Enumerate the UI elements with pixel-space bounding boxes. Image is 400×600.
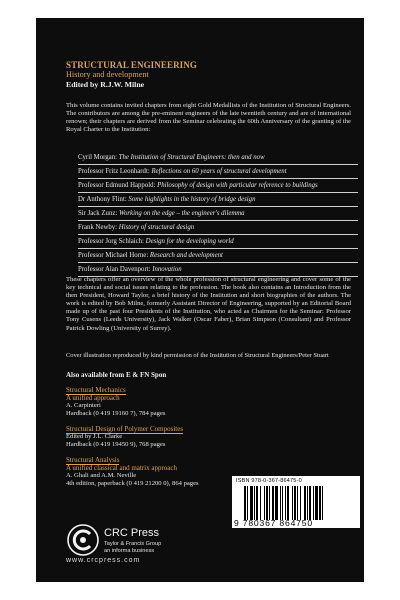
barcode-bar: [285, 486, 286, 520]
related-book-author: A. Ghali and A.M. Neville: [66, 472, 137, 480]
publisher-group: Taylor & Francis Group: [104, 541, 162, 547]
related-book-author: Edited by J.L. Clarke: [66, 433, 123, 441]
related-book-title: Structural Design of Polymer Composites: [66, 425, 184, 433]
publisher-website: www.crcpress.com: [66, 557, 141, 564]
related-book-edition: Hardback (0 419 19450 9), 768 pages: [66, 441, 166, 448]
barcode-bar: [266, 486, 268, 520]
contributor-item: Professor Edmund Happold: Philosophy of design with particular reference to buildings: [78, 179, 358, 193]
publisher-name: CRC Press: [104, 527, 160, 539]
related-book-subtitle: A unified classical and matrix approach: [66, 464, 177, 472]
description-paragraph: These chapters offer an overview of the whole profession of structural engineering and cover some of the key technical and social issues relating to the profession. The book also contains an Introduction from the then President, Howard Taylor, a brief history of the Institution and short biographies of the authors. The work is edited by Bob Milne, formerly Assistant Director of Engineering, supported by an Editorial Board made up of the past four Presidents of the Institution, who acted as Chairmen for the Seminar: Professor Tony Cusens (Leeds University), Jack Walker (Oscar Faber), Brian Simpson (Consultant) and Professor Patrick Dowling (University of Surrey).: [66, 276, 351, 332]
barcode-bar: [264, 486, 265, 520]
contributor-list: [78, 151, 358, 277]
title-block: [66, 60, 356, 89]
barcode-bar: [292, 486, 293, 520]
barcode-bar: [287, 486, 289, 520]
barcode-bar: [247, 486, 248, 520]
cover-credit: Cover illustration reproduced by kind permission of the Institution of Structural Engineers/Peter Stuart: [66, 352, 329, 359]
book-editor: Edited by R.J.W. Milne: [66, 79, 145, 89]
contributor-item: Sir Jack Zunz: Working on the edge – the engineer's dilemma: [78, 207, 358, 221]
barcode-bar: [297, 486, 298, 520]
related-book-subtitle: A unified approach: [66, 394, 120, 403]
back-cover: [36, 18, 364, 582]
contributor-item: Dr Anthony Flint: Some highlights in the history of bridge design: [78, 193, 358, 207]
intro-paragraph: This volume contains invited chapters from eight Gold Medallists of the Institution of Structural Engineers. The contributors are among the pre-eminent engineers of the late twentieth century and are of international renown; their chapters are derived from the Seminar celebrating the 60th Anniversary of the granting of the Royal Charter to the Institution:: [66, 102, 351, 134]
barcode-bar: [300, 486, 301, 520]
barcode-bar: [307, 486, 308, 520]
related-book-title: Structural Analysis: [66, 455, 120, 464]
book-subtitle: History and development: [66, 70, 149, 79]
barcode-bar: [254, 486, 255, 520]
barcode-bar: [304, 486, 306, 520]
barcode-bar: [272, 486, 274, 520]
contributor-item: Professor Michael Horne: Research and development: [78, 249, 358, 263]
also-available-heading: Also available from E & FN Spon: [66, 371, 167, 379]
barcode-bar: [280, 486, 281, 520]
contributor-item: Professor Fritz Leonhardt: Reflections on 60 years of structural development: [78, 165, 358, 179]
barcode-bar: [319, 486, 321, 520]
contributor-item: Cyril Morgan: The Institution of Structural Engineers: then and now: [78, 151, 358, 165]
related-book-author: A. Carpinteri: [66, 402, 101, 410]
crc-logo-icon: [66, 523, 100, 557]
barcode-number: 9 780367 864750: [234, 518, 313, 528]
barcode-bar: [294, 486, 296, 520]
barcode-bar: [256, 486, 258, 520]
barcode-bar: [275, 486, 278, 520]
barcode-bar: [260, 486, 261, 520]
related-book-title: Structural Mechanics: [66, 386, 126, 394]
barcode-bar: [244, 486, 246, 520]
barcode-bar: [313, 486, 314, 520]
contributor-item: Professor Alan Davenport: Innovation: [78, 263, 358, 277]
book-title: STRUCTURAL ENGINEERING: [66, 60, 197, 70]
contributor-item: Professor Jorg Schlaich: Design for the developing world: [78, 235, 358, 249]
publisher-tagline: an informa business: [104, 548, 155, 554]
barcode-box: [232, 476, 360, 528]
barcode-bar: [315, 486, 318, 520]
publisher-block: [66, 523, 186, 559]
related-book-edition: 4th edition, paperback (0 419 21200 0), 864 pages: [66, 480, 199, 487]
barcode-graphic: [244, 486, 354, 520]
barcode-bar: [309, 486, 311, 520]
related-book: [66, 386, 266, 418]
contributor-item: Frank Newby: History of structural design: [78, 221, 358, 235]
barcode-bar: [269, 486, 270, 520]
barcode-bar: [322, 486, 323, 520]
related-book-edition: Hardback (0 419 19160 7), 784 pages: [66, 410, 166, 418]
barcode-bar: [282, 486, 283, 520]
barcode-bar: [250, 486, 253, 520]
related-book: [66, 425, 266, 449]
isbn-label: ISBN 978-0-367-86475-0: [236, 478, 302, 484]
